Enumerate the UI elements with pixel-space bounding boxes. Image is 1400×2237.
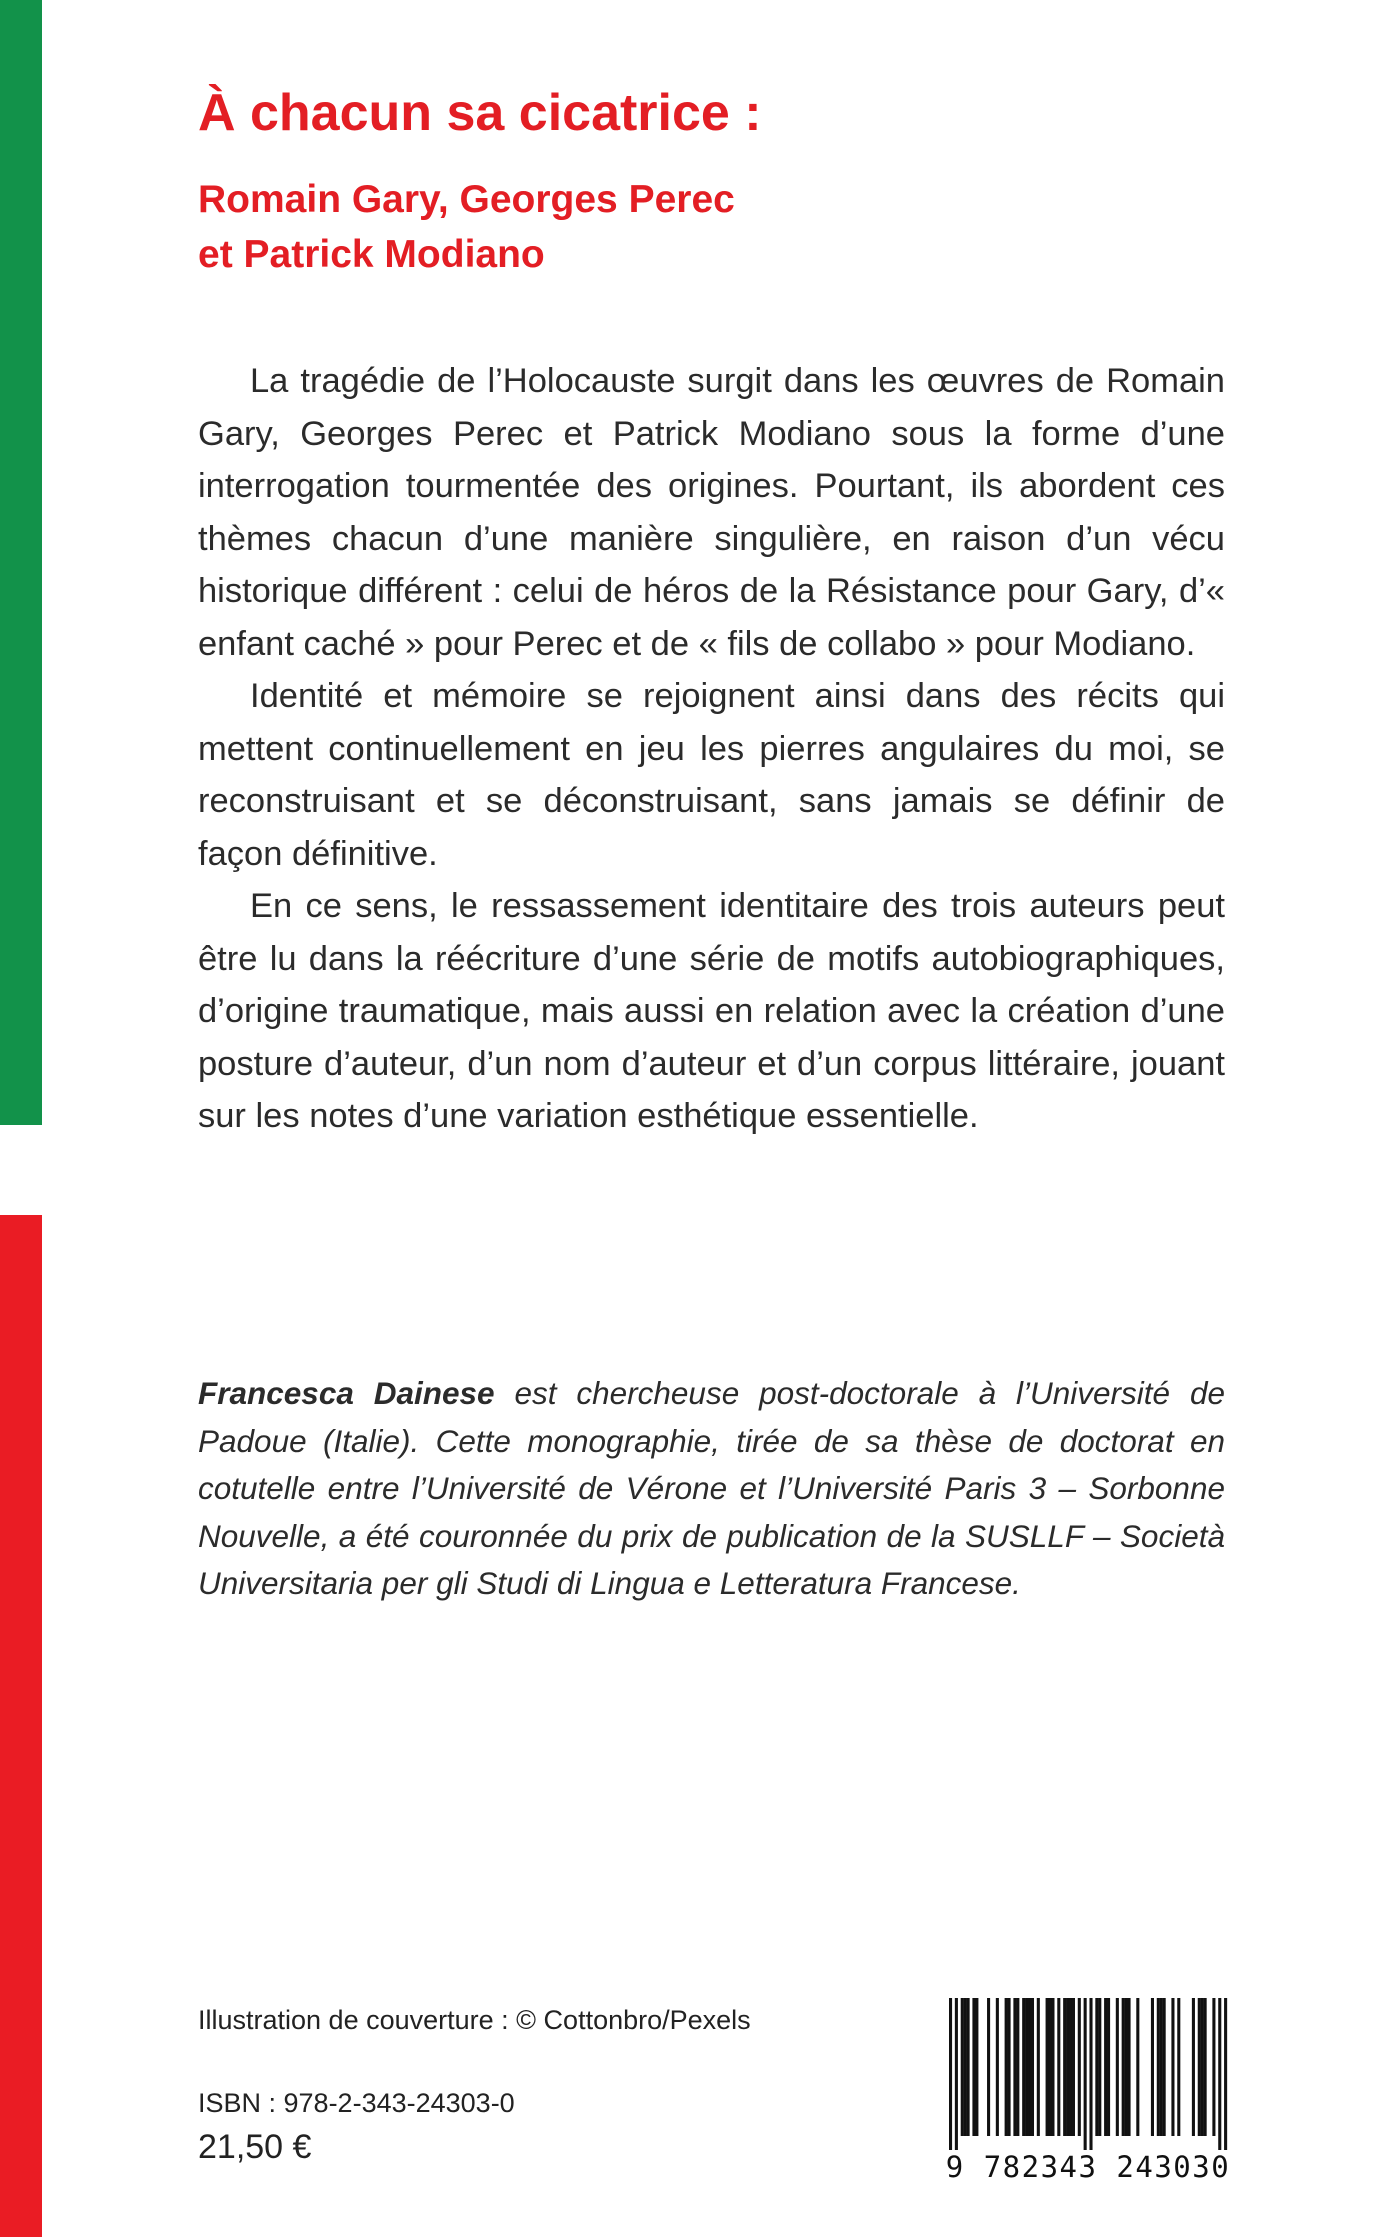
barcode-bar xyxy=(1037,1998,1040,2136)
barcode-bar xyxy=(1198,1998,1201,2136)
barcode-bar xyxy=(1005,1998,1008,2136)
barcode-bar xyxy=(1157,1998,1160,2136)
barcode-bar xyxy=(1151,1998,1154,2136)
author-bio xyxy=(198,1370,1225,1608)
subtitle-line-2: et Patrick Modiano xyxy=(198,233,545,276)
blurb-paragraph-2: Identité et mémoire se rejoignent ainsi dans des récits qui mettent continuellement en jeu les pierres angulaires du moi, se reconstruisant et se déconstruisant, sans jamais se définir de façon définitive. xyxy=(198,677,1225,873)
barcode-bar xyxy=(1028,1998,1031,2136)
book-subtitle xyxy=(198,172,735,282)
barcode-bar xyxy=(1031,1998,1034,2136)
barcode-bar xyxy=(1125,1998,1128,2136)
author-bio-text: est chercheuse post-doctorale à l’Université de Padoue (Italie). Cette monographie, tirée de sa thèse de doctorat en cotutelle entre l’Université de Vérone et l’Université Paris 3 – Sorbonne Nouvelle, a été couronnée du prix de publication de la SUSLLF – Società Universitaria per gli Studi di Lingua e Letteratura Francese. xyxy=(198,1375,1225,1601)
barcode-bar xyxy=(1212,1998,1215,2136)
barcode-bar xyxy=(1063,1998,1066,2136)
barcode-bar xyxy=(1095,1998,1098,2136)
barcode-bar xyxy=(1051,1998,1054,2136)
barcode-bar xyxy=(1160,1998,1163,2136)
barcode-bar xyxy=(1069,1998,1072,2136)
barcode-bar xyxy=(1022,1998,1025,2136)
barcode-bar xyxy=(1224,1998,1227,2150)
white-stripe xyxy=(0,1125,42,1215)
barcode-bar xyxy=(1089,1998,1092,2150)
barcode-bar xyxy=(1177,1998,1180,2136)
barcode-bar xyxy=(1084,1998,1087,2150)
barcode-bar xyxy=(1078,1998,1081,2136)
barcode-bar xyxy=(1098,1998,1101,2136)
subtitle-line-1: Romain Gary, Georges Perec xyxy=(198,178,735,221)
barcode-bar xyxy=(1171,1998,1174,2136)
barcode-bar xyxy=(949,1998,952,2150)
barcode-bar xyxy=(972,1998,975,2136)
barcode-bar xyxy=(1116,1998,1119,2136)
price: 21,50 € xyxy=(198,2128,312,2166)
barcode-bar xyxy=(964,1998,967,2136)
isbn: ISBN : 978-2-343-24303-0 xyxy=(198,2088,515,2118)
barcode-bar xyxy=(1072,1998,1075,2136)
barcode-bar xyxy=(1107,1998,1110,2136)
barcode-bar xyxy=(1025,1998,1028,2136)
barcode-bar xyxy=(1057,1998,1060,2136)
barcode-bar xyxy=(967,1998,970,2136)
barcode-bars xyxy=(938,1998,1238,2150)
barcode-bar xyxy=(1016,1998,1019,2136)
barcode-bar xyxy=(1192,1998,1195,2136)
illustration-credit: Illustration de couverture : © Cottonbro/Pexels xyxy=(198,2005,751,2035)
barcode-bar xyxy=(1218,1998,1221,2150)
barcode-bar xyxy=(1008,1998,1011,2136)
red-stripe xyxy=(0,1215,42,2237)
barcode-bar xyxy=(1104,1998,1107,2136)
barcode-bar xyxy=(1046,1998,1049,2136)
barcode-bar xyxy=(1122,1998,1125,2136)
barcode-bar xyxy=(1128,1998,1131,2136)
blurb xyxy=(198,355,1225,1143)
book-title: À chacun sa cicatrice : xyxy=(198,84,762,142)
barcode-digits: 9 782343 243030 xyxy=(938,2150,1238,2184)
barcode-bar xyxy=(996,1998,999,2136)
blurb-paragraph-1: La tragédie de l’Holocauste surgit dans les œuvres de Romain Gary, Georges Perec et Patrick Modiano sous la forme d’une interrogation tourmentée des origines. Pourtant, ils abordent ces thèmes chacun d’une manière singulière, en raison d’un vécu historique différent : celui de héros de la Résistance pour Gary, d’« enfant caché » pour Perec et de « fils de collabo » pour Modiano. xyxy=(198,362,1225,663)
barcode-bar xyxy=(1048,1998,1051,2136)
barcode-bar xyxy=(975,1998,978,2136)
barcode-bar xyxy=(1136,1998,1139,2136)
blurb-paragraph-3: En ce sens, le ressassement identitaire des trois auteurs peut être lu dans la réécriture d’une série de motifs autobiographiques, d’origine traumatique, mais aussi en relation avec la création d’une posture d’auteur, d’un nom d’auteur et d’un corpus littéraire, jouant sur les notes d’une variation esthétique essentielle. xyxy=(198,887,1225,1135)
barcode-bar xyxy=(961,1998,964,2136)
barcode-bar xyxy=(1013,1998,1016,2136)
barcode-bar xyxy=(1163,1998,1166,2136)
barcode-bar xyxy=(1204,1998,1207,2136)
barcode-bar xyxy=(987,1998,990,2136)
author-name: Francesca Dainese xyxy=(198,1375,495,1411)
barcode-bar xyxy=(955,1998,958,2150)
barcode-bar xyxy=(1066,1998,1069,2136)
barcode-bar xyxy=(1201,1998,1204,2136)
green-stripe xyxy=(0,0,42,1125)
